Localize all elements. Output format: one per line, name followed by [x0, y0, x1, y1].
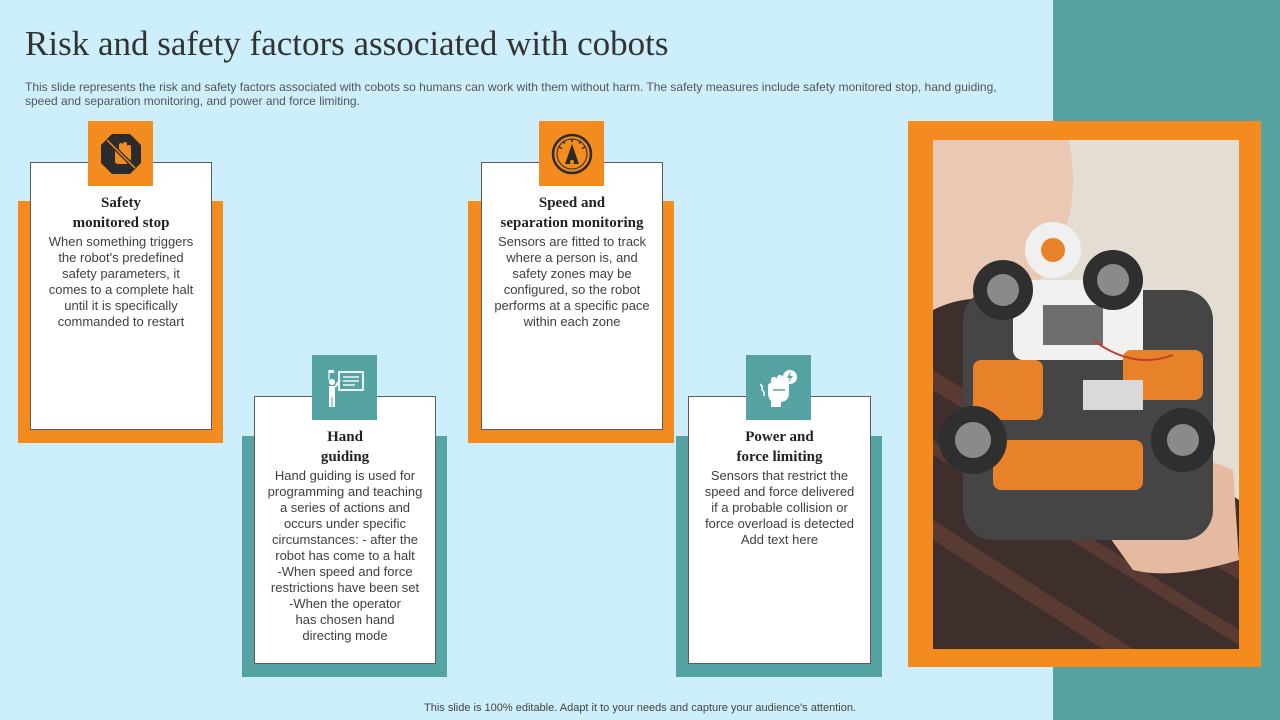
page-subtitle: This slide represents the risk and safety factors associated with cobots so humans can work with them without harm. The safety measures include safety monitored stop, hand guiding, speed and separation monitoring, and power and force limiting.: [25, 80, 997, 108]
presenter-board-icon: [312, 355, 377, 420]
card-body: Hand guiding is used for programming and teaching a series of actions and occurs under specific circumstances: - after the robot has come to a halt -When speed and force restrictions have been set -When the operator has chosen hand directing mode: [267, 468, 423, 643]
card-body: Sensors that restrict the speed and force delivered if a probable collision or force overload is detected Add text here: [704, 468, 855, 547]
card-title: Speed and separation monitoring: [500, 195, 644, 231]
card-title: Power and force limiting: [736, 429, 823, 465]
card-hand-guiding: [254, 396, 436, 664]
stop-hand-icon: [88, 121, 153, 186]
footer-note: This slide is 100% editable. Adapt it to your needs and capture your audience's attention.: [424, 702, 856, 714]
page-title: Risk and safety factors associated with cobots: [25, 24, 669, 63]
card-body: Sensors are fitted to track where a person is, and safety zones may be configured, so the robot performs at a specific pace within each zone: [494, 234, 650, 329]
card-power-force-limiting: [688, 396, 871, 664]
card-title: Hand guiding: [320, 429, 370, 465]
card-speed-separation-monitoring: [481, 162, 663, 430]
speedometer-icon: [539, 121, 604, 186]
child-holding-robot-photo: [933, 140, 1239, 649]
card-safety-monitored-stop: [30, 162, 212, 430]
power-fist-icon: [746, 355, 811, 420]
photo-frame: [908, 121, 1261, 667]
card-title: Safety monitored stop: [72, 195, 170, 231]
card-body: When something triggers the robot's predefined safety parameters, it comes to a complete halt until it is specifically commanded to restart: [48, 234, 194, 329]
